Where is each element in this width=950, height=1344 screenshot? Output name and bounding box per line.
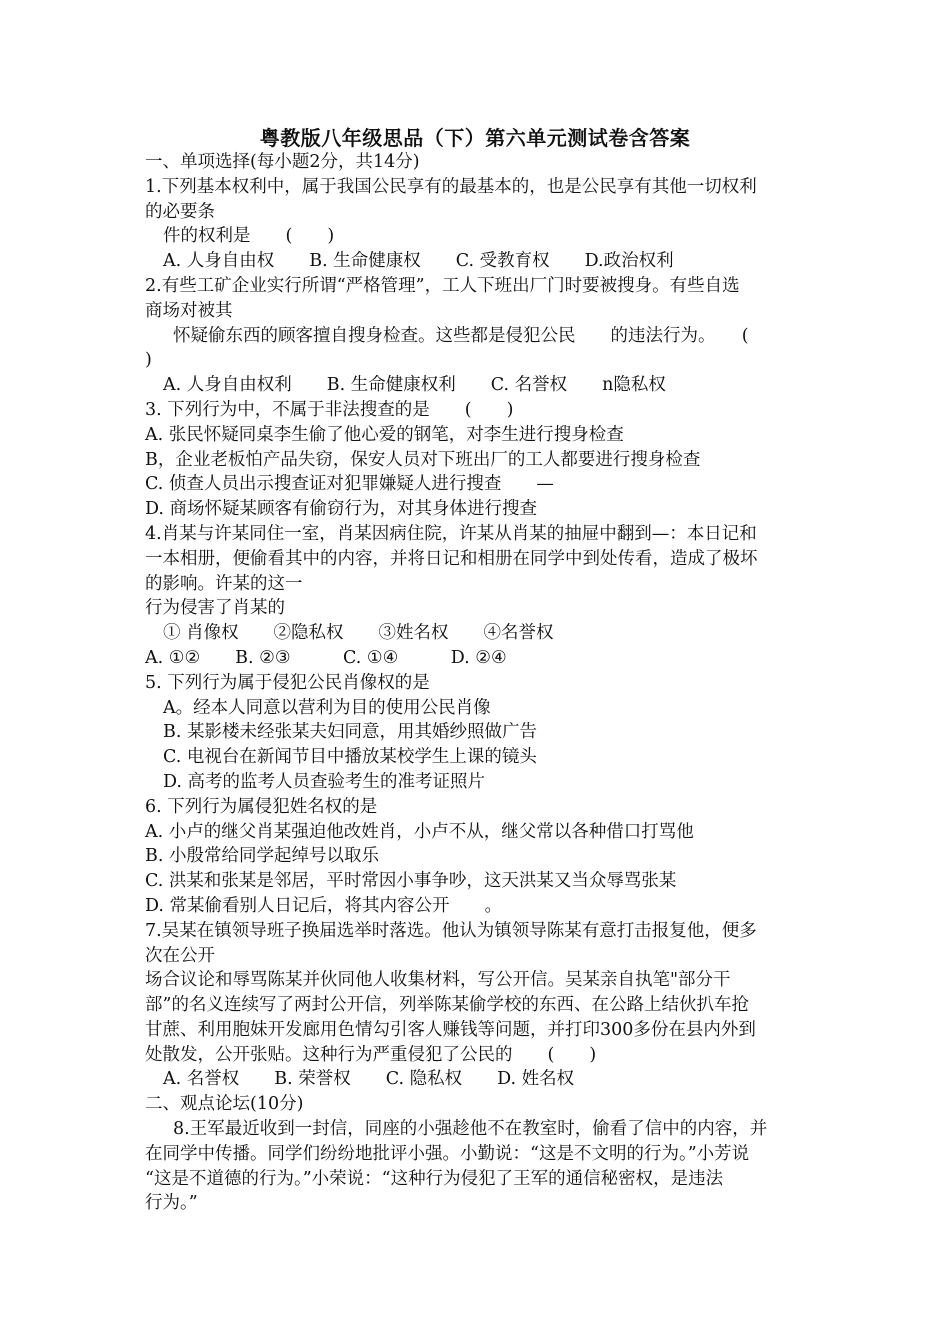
question-text: 行为。” xyxy=(145,1193,198,1214)
question-text: 8.王军最近收到一封信，同座的小强趁他不在教室时，偷看了信中的内容，并 xyxy=(173,1119,768,1140)
answer-option: B. 小殷常给同学起绰号以取乐 xyxy=(145,846,379,867)
question-text: 行为侵害了肖某的 xyxy=(145,598,285,619)
answer-option: B. 某影楼未经张某夫妇同意，用其婚纱照做广告 xyxy=(163,722,537,743)
question-text: 的影响。许某的这一 xyxy=(145,573,303,594)
question-text: 6. 下列行为属侵犯姓名权的是 xyxy=(145,796,378,817)
answer-option: D. 高考的监考人员查验考生的准考证照片 xyxy=(163,771,486,792)
question-text: 在同学中传播。同学们纷纷地批评小强。小勤说：“这是不文明的行为。”小芳说 xyxy=(145,1143,750,1164)
answer-options: A. 人身自由权 B. 生命健康权 C. 受教育权 D.政治权利 xyxy=(163,251,674,272)
answer-option: D. 商场怀疑某顾客有偷窃行为，对其身体进行搜查 xyxy=(145,499,538,520)
answer-options: A. 人身自由权利 B. 生命健康权利 C. 名誉权 n隐私权 xyxy=(163,375,666,396)
question-text: 7.吴某在镇领导班子换届选举时落选。他认为镇领导陈某有意打击报复他，便多 xyxy=(145,920,757,941)
document-body xyxy=(145,150,815,1216)
question-text: 甘蔗、利用胞妹开发廊用色情勾引客人赚钱等问题，并打印300多份在县内外到 xyxy=(145,1019,756,1040)
question-text: 4.肖某与许某同住一室，肖某因病住院，许某从肖某的抽屉中翻到—：本日记和 xyxy=(145,523,757,544)
question-text: 的必要条 xyxy=(145,201,215,222)
question-text: 3. 下列行为中，不属于非法搜查的是 ( ) xyxy=(145,399,514,420)
answer-option: C. 电视台在新闻节目中播放某校学生上课的镜头 xyxy=(163,747,537,768)
question-text: 一本相册，便偷看其中的内容，并将日记和相册在同学中到处传看，造成了极坏 xyxy=(145,548,758,569)
question-text: 1.下列基本权利中，属于我国公民享有的最基本的，也是公民享有其他一切权利 xyxy=(145,176,757,197)
answer-option: C. 侦查人员出示搜查证对犯罪嫌疑人进行搜查 — xyxy=(145,474,554,495)
section-heading: 一、单项选择(每小题2分，共14分) xyxy=(145,152,420,172)
question-text: 怀疑偷东西的顾客擅自搜身检查。这些都是侵犯公民 的违法行为。 ( xyxy=(173,325,749,346)
answer-option: C. 洪某和张某是邻居，平时常因小事争吵，这天洪某又当众辱骂张某 xyxy=(145,871,677,892)
document-title: 粤教版八年级思品（下）第六单元测试卷含答案 xyxy=(259,126,691,150)
question-text: 场合议论和辱骂陈某并伙同他人收集材料，写公开信。吴某亲自执笔"部分干 xyxy=(145,970,731,991)
question-text: ) xyxy=(145,350,152,371)
question-text: 商场对被其 xyxy=(145,300,233,321)
answer-options: ① 肖像权 ②隐私权 ③姓名权 ④名誉权 xyxy=(163,623,554,644)
answer-options: A. 名誉权 B. 荣誉权 C. 隐私权 D. 姓名权 xyxy=(163,1069,575,1090)
answer-option: A. 小卢的继父肖某强迫他改姓肖，小卢不从，继父常以各种借口打骂他 xyxy=(145,821,694,842)
question-text: 5. 下列行为属于侵犯公民肖像权的是 xyxy=(145,672,430,693)
question-text: “这是不道德的行为。”小荣说：“这种行为侵犯了王军的通信秘密权，是违法 xyxy=(145,1168,724,1189)
answer-option: D. 常某偷看别人日记后，将其内容公开 。 xyxy=(145,895,503,916)
question-text: 2.有些工矿企业实行所谓“严格管理”，工人下班出厂门时要被搜身。有些自选 xyxy=(145,275,740,296)
section-heading: 二、观点论坛(10分) xyxy=(145,1094,304,1115)
question-text: 部”的名义连续写了两封公开信，列举陈某偷学校的东西、在公路上结伙扒车抢 xyxy=(145,995,749,1016)
answer-option: A。经本人同意以营利为目的使用公民肖像 xyxy=(163,697,491,718)
answer-option: A. 张民怀疑同桌李生偷了他心爱的钢笔，对李生进行搜身检查 xyxy=(145,424,624,445)
question-text: 处散发，公开张贴。这种行为严重侵犯了公民的 ( ) xyxy=(145,1044,597,1065)
answer-option: B，企业老板怕产品失窃，保安人员对下班出厂的工人都要进行搜身检查 xyxy=(145,449,701,470)
answer-options: A. ①② B. ②③ C. ①④ D. ②④ xyxy=(145,647,507,668)
question-text: 件的权利是 ( ) xyxy=(163,226,335,247)
question-text: 次在公开 xyxy=(145,945,215,966)
